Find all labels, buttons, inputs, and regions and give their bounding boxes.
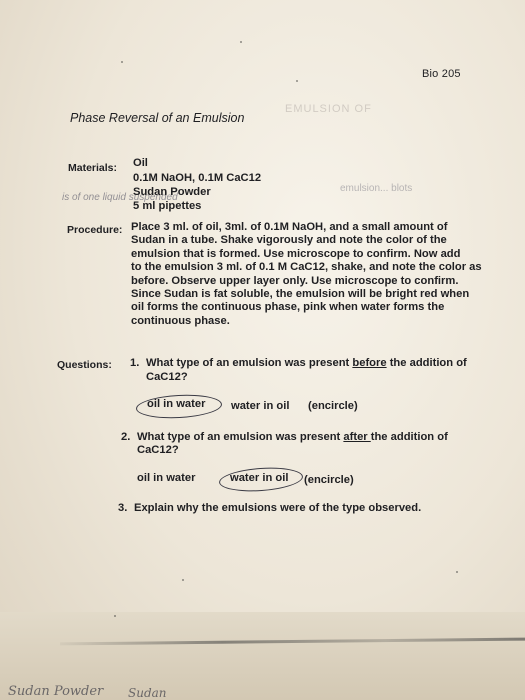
bleed-through-handwriting: Sudan [128, 686, 167, 700]
procedure-line: to the emulsion 3 ml. of 0.1 M CaC12, shake, and note the color as [131, 261, 482, 274]
question-3-number: 3. [118, 502, 128, 514]
question-1-option-water-in-oil[interactable]: water in oil [231, 400, 290, 412]
procedure-line: continuous phase. [131, 314, 230, 327]
bleed-through-handwriting: Sudan Powder [8, 684, 104, 699]
question-1-number: 1. [130, 357, 140, 369]
course-code: Bio 205 [422, 68, 461, 80]
material-item: Oil [133, 157, 148, 169]
bleed-through-right: emulsion... blots [340, 183, 413, 194]
procedure-line: before. Observe upper layer only. Use microscope to confirm. [131, 274, 459, 287]
question-2-option-water-in-oil[interactable]: water in oil [230, 472, 289, 484]
questions-label: Questions: [57, 359, 112, 371]
materials-label: Materials: [68, 162, 118, 174]
paper-speck [114, 615, 116, 617]
question-2-option-oil-in-water[interactable]: oil in water [137, 472, 196, 484]
procedure-label: Procedure: [67, 224, 123, 236]
question-3-text: Explain why the emulsions were of the type observed. [134, 502, 422, 514]
procedure-line: Since Sudan is fat soluble, the emulsion will be bright red when [131, 288, 470, 301]
procedure-text [131, 221, 491, 328]
bleed-through-top: EMULSION OF [285, 103, 372, 115]
material-item: 5 ml pipettes [133, 200, 202, 212]
paper-speck [121, 61, 123, 63]
material-item: Sudan Powder [133, 186, 211, 198]
procedure-line: oil forms the continuous phase, pink when water forms the [131, 301, 445, 314]
paper-speck [240, 41, 242, 43]
question-1-text-cont: CaC12? [146, 371, 188, 383]
question-2-text-cont: CaC12? [137, 444, 179, 456]
procedure-line: Sudan in a tube. Shake vigorously and note the color of the [131, 234, 447, 247]
paper-speck [182, 579, 184, 581]
question-2-text: What type of an emulsion was present after the addition of [137, 431, 448, 443]
question-2-instruction: (encircle) [304, 474, 354, 486]
question-1-option-oil-in-water[interactable]: oil in water [147, 398, 206, 410]
question-1-instruction: (encircle) [308, 400, 358, 412]
bleed-through-left: is of one liquid suspended [62, 192, 178, 203]
procedure-line: Place 3 ml. of oil, 3ml. of 0.1M NaOH, and a small amount of [131, 221, 448, 233]
procedure-line: emulsion that is formed. Use microscope to confirm. Now add [131, 247, 461, 260]
question-1-text: What type of an emulsion was present before the addition of [146, 357, 467, 369]
paper-speck [296, 80, 298, 82]
page-title: Phase Reversal of an Emulsion [70, 111, 245, 125]
question-2-number: 2. [121, 431, 131, 443]
paper-speck [456, 571, 458, 573]
material-item: 0.1M NaOH, 0.1M CaC12 [133, 172, 262, 184]
